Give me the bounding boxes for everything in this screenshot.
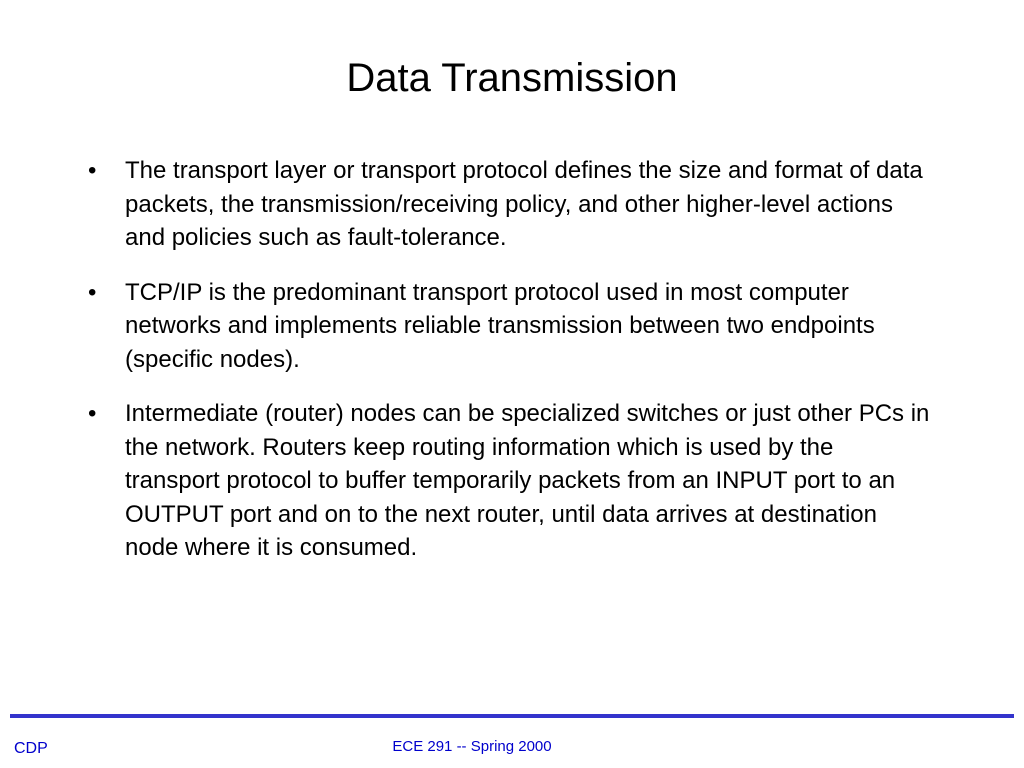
- bullet-icon: •: [88, 400, 97, 427]
- bullet-item-2: [84, 276, 934, 377]
- bullet-icon: •: [88, 278, 97, 306]
- footer-left-label: CDP: [14, 740, 48, 757]
- footer-course-label: ECE 291 -- Spring 2000: [392, 738, 552, 755]
- bullet-item-1: [84, 154, 934, 255]
- bullet-text-1: The transport layer or transport protocol defines the size and format of data packets, the transmission/receiving policy, and other higher-level actions and policies such as fault-tolerance.: [125, 157, 923, 251]
- bullet-text-3: Intermediate (router) nodes can be specialized switches or just other PCs in the network. Routers keep routing information which is used by the transport protocol to buffer temporarily packets from an INPUT port to an OUTPUT port and on to the next router, until data arrives at destination node where it is consumed.: [125, 400, 930, 561]
- bullet-icon: •: [88, 157, 97, 184]
- bullet-list: [84, 154, 934, 586]
- slide-title: Data Transmission: [346, 56, 678, 100]
- bullet-item-3: [84, 397, 934, 565]
- bullet-text-2: TCP/IP is the predominant transport protocol used in most computer networks and implements reliable transmission between two endpoints (specific nodes).: [125, 278, 875, 373]
- footer-divider: [10, 714, 1014, 718]
